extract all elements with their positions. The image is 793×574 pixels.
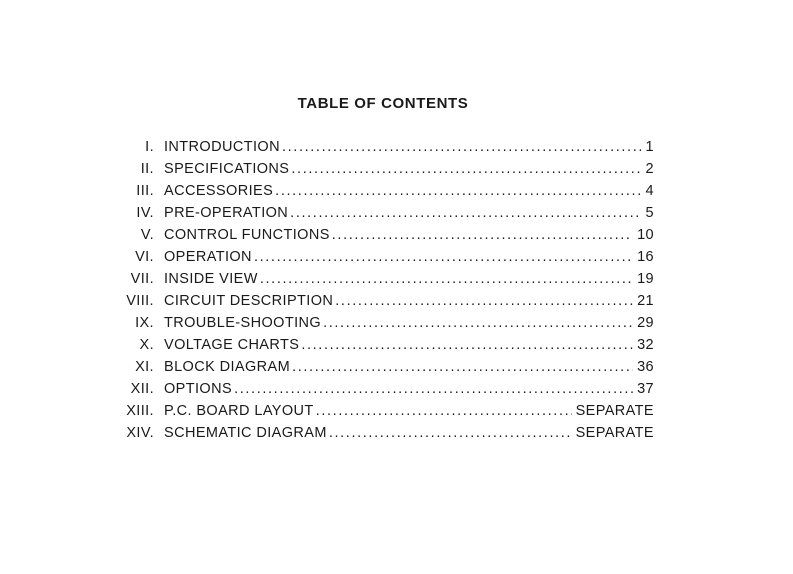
toc-entry-number: V. (140, 227, 154, 243)
dot-leader (301, 337, 633, 353)
page-title: TABLE OF CONTENTS (297, 95, 469, 112)
toc-entry-label: SPECIFICATIONS (164, 161, 290, 177)
dot-leader (316, 403, 572, 419)
toc-entry-label: CONTROL FUNCTIONS (164, 227, 330, 243)
toc-entry-number: VIII. (126, 293, 154, 309)
dot-leader (329, 425, 572, 441)
toc-entry-label: PRE-OPERATION (164, 205, 289, 221)
dot-leader (335, 293, 633, 309)
toc-entry-label: P.C. BOARD LAYOUT (164, 403, 314, 419)
toc-entry-number: IX. (135, 315, 154, 331)
toc-entry-number: VII. (130, 271, 154, 287)
toc-entry (110, 315, 654, 337)
toc-entry-page: 2 (645, 161, 654, 177)
toc-entry-page: 32 (637, 337, 654, 353)
toc-entry-number: II. (140, 161, 154, 177)
toc-entry-number: XI. (135, 359, 154, 375)
toc-entry-label: INSIDE VIEW (164, 271, 258, 287)
dot-leader (282, 139, 642, 155)
toc-entry-label: INTRODUCTION (164, 139, 280, 155)
toc-entry (110, 161, 654, 183)
toc-entry-number: I. (145, 139, 154, 155)
toc-entry (110, 381, 654, 403)
toc-entry-page: 5 (645, 205, 654, 221)
toc-entry-label: OPTIONS (164, 381, 233, 397)
toc-entry (110, 337, 654, 359)
toc-entry-page: 4 (645, 183, 654, 199)
toc-entry-label: TROUBLE-SHOOTING (164, 315, 322, 331)
toc-entry (110, 271, 654, 293)
toc-entry-page: 10 (637, 227, 654, 243)
toc-entry-page: SEPARATE (575, 403, 654, 419)
toc-entry-label: CIRCUIT DESCRIPTION (164, 293, 334, 309)
toc-entry-page: 36 (637, 359, 654, 375)
toc-entry-page: SEPARATE (575, 425, 654, 441)
toc-entry-page: 21 (637, 293, 654, 309)
toc-entry-number: IV. (136, 205, 154, 221)
toc-entry (110, 183, 654, 205)
dot-leader (275, 183, 641, 199)
toc-entry (110, 425, 654, 447)
toc-entry-number: VI. (135, 249, 154, 265)
toc-entry-page: 37 (637, 381, 654, 397)
toc-entry-label: ACCESSORIES (164, 183, 274, 199)
toc-entry-label: VOLTAGE CHARTS (164, 337, 300, 353)
toc-entry-number: XIV. (126, 425, 154, 441)
dot-leader (254, 249, 633, 265)
toc-entry-label: OPERATION (164, 249, 252, 265)
toc-entry-number: III. (136, 183, 154, 199)
toc-entry (110, 249, 654, 271)
dot-leader (290, 205, 641, 221)
toc-entry (110, 205, 654, 227)
toc-entry-page: 29 (637, 315, 654, 331)
toc-entry-page: 16 (637, 249, 654, 265)
toc-entry-label: SCHEMATIC DIAGRAM (164, 425, 327, 441)
toc-entry-page: 1 (645, 139, 654, 155)
toc-entry (110, 139, 654, 161)
toc-entry (110, 403, 654, 425)
toc-entry-number: XIII. (126, 403, 154, 419)
dot-leader (323, 315, 633, 331)
toc-entry (110, 359, 654, 381)
toc-entry-page: 19 (637, 271, 654, 287)
table-of-contents (110, 139, 654, 447)
toc-entry-label: BLOCK DIAGRAM (164, 359, 291, 375)
dot-leader (234, 381, 633, 397)
toc-entry (110, 227, 654, 249)
toc-entry-number: XII. (130, 381, 154, 397)
dot-leader (292, 359, 633, 375)
toc-entry-number: X. (139, 337, 154, 353)
toc-entry (110, 293, 654, 315)
dot-leader (260, 271, 633, 287)
dot-leader (291, 161, 641, 177)
dot-leader (332, 227, 633, 243)
